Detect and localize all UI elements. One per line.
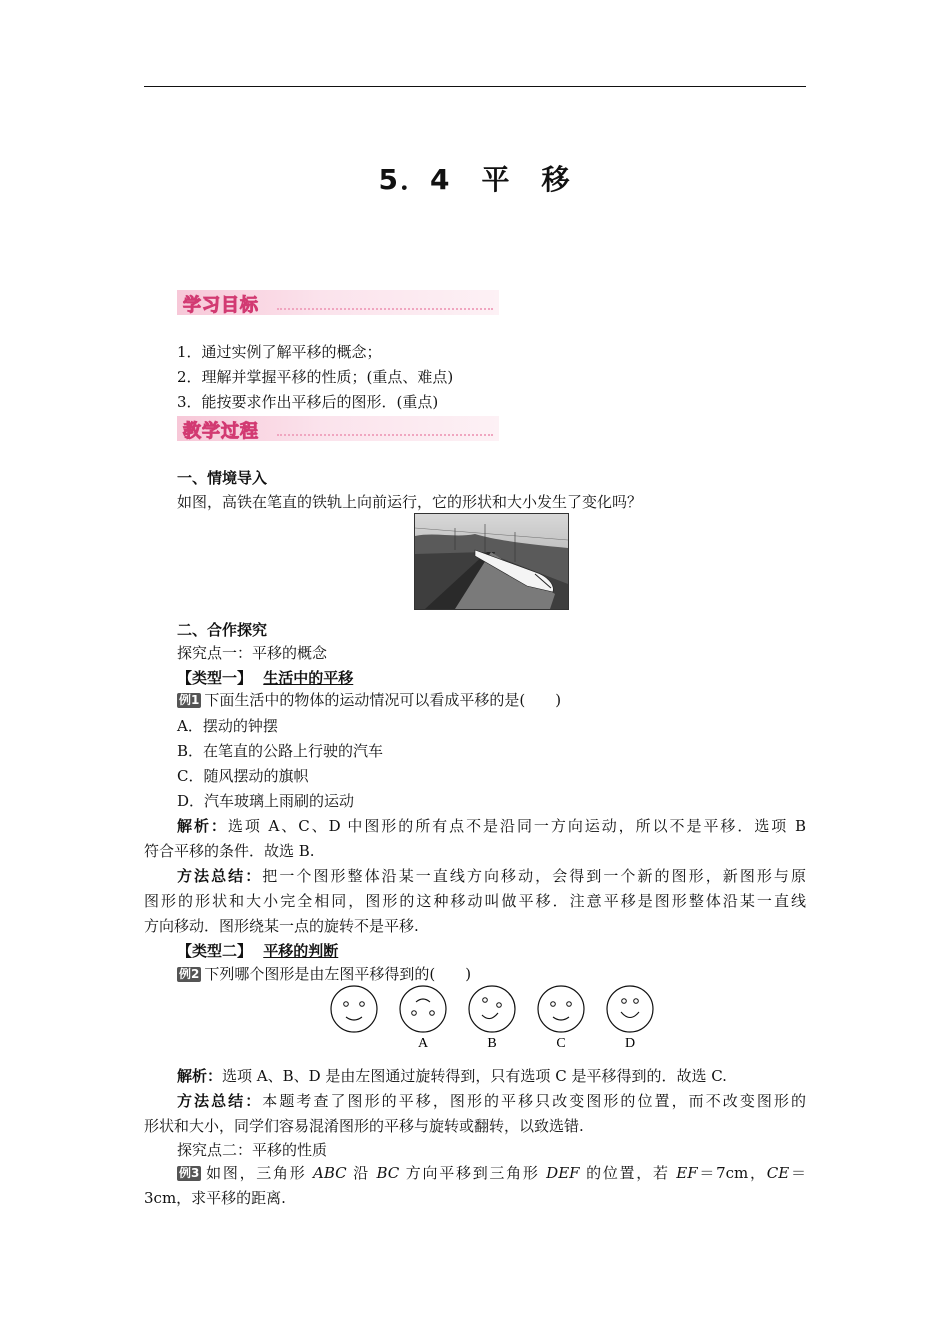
example-2-badge: 例2 — [179, 967, 200, 981]
face-option-c — [538, 986, 584, 1032]
type-2-title: 平移的判断 — [263, 942, 339, 960]
method-1-cont: 方向移动．图形绕某一点的旋转不是平移. — [144, 917, 419, 935]
analysis-2 — [177, 1066, 727, 1086]
analysis-1 — [177, 816, 806, 836]
example-2-text: 下列哪个图形是由左图平移得到的( ) — [204, 965, 472, 983]
example-3-text: 沿 — [353, 1164, 370, 1182]
example-3-question — [177, 1163, 806, 1183]
example-3-text: ＝7cm， — [697, 1164, 767, 1182]
analysis-1-cont: 符合平移的条件．故选 B. — [144, 842, 315, 860]
face-label-a: A — [417, 1036, 429, 1051]
option-c: C．随风摆动的旗帜 — [177, 767, 309, 785]
analysis-2-text: 选项 A、B、D 是由左图通过旋转得到，只有选项 C 是平移得到的．故选 C. — [222, 1067, 727, 1085]
method-2 — [177, 1091, 806, 1111]
face-label-c: C — [556, 1036, 566, 1051]
process-banner-label: 教学过程 — [183, 421, 259, 442]
analysis-label: 解析： — [177, 817, 228, 835]
type-1-title: 生活中的平移 — [263, 669, 354, 687]
objective-item: 1．通过实例了解平移的概念； — [177, 343, 382, 361]
method-1 — [177, 866, 806, 886]
process-banner — [177, 416, 499, 441]
example-3-text: 的位置，若 — [586, 1164, 670, 1182]
objective-item: 3．能按要求作出平移后的图形．(重点) — [177, 393, 439, 411]
section-heading: 一、情境导入 — [177, 469, 268, 487]
triangle-def: DEF — [546, 1164, 580, 1182]
example-3-text: ＝ — [789, 1164, 806, 1182]
example-1-text: 下面生活中的物体的运动情况可以看成平移的是( ) — [204, 691, 562, 709]
objectives-banner-label: 学习目标 — [183, 295, 259, 316]
type-2-heading — [177, 941, 338, 961]
face-label-b: B — [487, 1036, 497, 1051]
faces-figure — [330, 985, 660, 1053]
header-rule — [144, 86, 806, 87]
face-option-d — [607, 986, 653, 1032]
analysis-1-text: 选项 A、C、D 中图形的所有点不是沿同一方向运动，所以不是平移．选项 B — [227, 817, 806, 835]
example-3-text: 如图，三角形 — [204, 1164, 307, 1182]
face-label-d: D — [624, 1036, 636, 1051]
section-heading: 二、合作探究 — [177, 621, 268, 639]
face-option-b — [469, 986, 515, 1032]
segment-bc: BC — [376, 1164, 400, 1182]
example-3-text: 方向平移到三角形 — [405, 1164, 540, 1182]
explore-point-1: 探究点一：平移的概念 — [177, 644, 328, 662]
analysis-label: 解析： — [177, 1067, 223, 1085]
original-face — [331, 986, 377, 1032]
segment-ef: EF — [676, 1164, 698, 1182]
face-option-a — [400, 986, 446, 1032]
method-1-cont: 图形的形状和大小完全相同，图形的这种移动叫做平移．注意平移是图形整体沿某一直线 — [144, 892, 806, 910]
type-1-heading — [177, 668, 353, 688]
objectives-banner — [177, 290, 499, 315]
example-3-cont: 3cm，求平移的距离. — [144, 1189, 286, 1207]
triangle-abc: ABC — [313, 1164, 347, 1182]
method-label: 方法总结： — [177, 1092, 263, 1110]
type-2-tag: 【类型二】 — [177, 942, 253, 960]
explore-point-2: 探究点二：平移的性质 — [177, 1141, 328, 1159]
example-3-badge: 例3 — [179, 1166, 200, 1180]
example-1-question — [177, 690, 561, 710]
example-2-question — [177, 964, 471, 984]
method-2-cont: 形状和大小，同学们容易混淆图形的平移与旋转或翻转，以致选错. — [144, 1117, 584, 1135]
high-speed-train-photo — [414, 513, 569, 610]
option-a: A．摆动的钟摆 — [177, 717, 278, 735]
intro-text: 如图，高铁在笔直的铁轨上向前运行，它的形状和大小发生了变化吗？ — [177, 493, 643, 511]
example-1-badge: 例1 — [179, 693, 200, 707]
method-1-text: 把一个图形整体沿某一直线方向移动，会得到一个新的图形，新图形与原 — [262, 867, 806, 885]
option-b: B．在笔直的公路上行驶的汽车 — [177, 742, 384, 760]
type-1-tag: 【类型一】 — [177, 669, 253, 687]
page-title: 5．4 平 移 — [378, 163, 572, 196]
option-d: D．汽车玻璃上雨刷的运动 — [177, 792, 355, 810]
method-2-text: 本题考查了图形的平移，图形的平移只改变图形的位置，而不改变图形的 — [262, 1092, 806, 1110]
objective-item: 2．理解并掌握平移的性质；(重点、难点) — [177, 368, 454, 386]
segment-ce: CE — [766, 1164, 790, 1182]
method-label: 方法总结： — [177, 867, 263, 885]
